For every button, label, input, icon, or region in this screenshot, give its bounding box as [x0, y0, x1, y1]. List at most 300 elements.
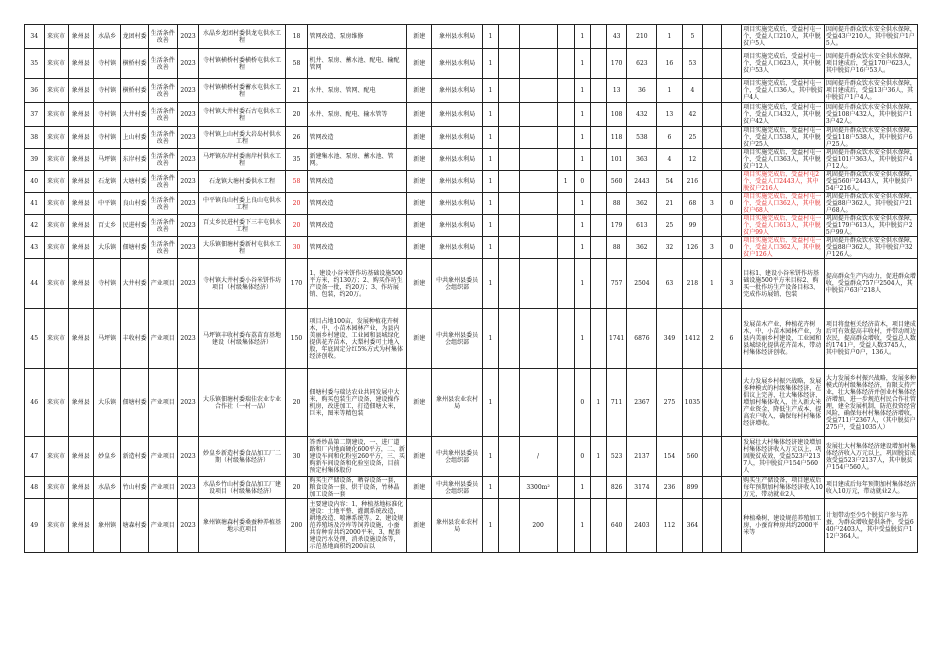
cell-e1: 2	[703, 309, 721, 369]
cell-county: 象州县	[68, 369, 93, 437]
cell-benefit: 项目实施完成后，受益村屯一个，受益人口432人，其中脱贫户42人	[742, 103, 825, 127]
cell-name: 大乐镇佃塘村委瑞佳农业专业合作社（一村一品）	[199, 369, 285, 437]
cell-funds: 30	[285, 437, 308, 477]
cell-category: 生活条件改善	[148, 215, 177, 237]
cell-m1	[498, 49, 519, 79]
cell-cnt: 1	[482, 79, 498, 103]
cell-dept: 象州县水利局	[432, 103, 483, 127]
cell-no: 48	[25, 477, 45, 499]
cell-m3	[557, 127, 574, 149]
cell-cnt: 1	[482, 171, 498, 193]
cell-village: 竹山村委	[121, 477, 149, 499]
cell-m5	[590, 215, 606, 237]
cell-e2: 6	[721, 309, 742, 369]
cell-category: 产业项目	[148, 437, 177, 477]
cell-link: 因间提升群众饮水安全供水保障，受益108户432人，其中脱贫户13户42人。	[825, 104, 916, 125]
cell-content: 管网改造	[308, 127, 407, 149]
cell-m2	[519, 237, 557, 259]
cell-m2	[519, 103, 557, 127]
cell-funds: 58	[285, 171, 308, 193]
cell-town: 水晶乡	[93, 477, 121, 499]
table-row	[25, 259, 918, 309]
cell-m1	[498, 499, 519, 553]
cell-city: 来宾市	[44, 437, 68, 477]
cell-ph: 63	[657, 259, 682, 309]
cell-m5	[590, 499, 606, 553]
cell-e2	[721, 49, 742, 79]
cell-e1	[703, 103, 721, 127]
cell-content: 主要建设内容：1、种植基地标准化建设：土地平整、灌溉系统改造，耕地改造、喷淋系统等。2、建设规范养殖场及冷库等饲养设施，小蚕共育种育共约2000平米，3、配套建设污水处理，消杀设施设备等，示范基地面积约200亩以	[308, 499, 407, 553]
cell-town: 石龙镇	[93, 171, 121, 193]
cell-county: 象州县	[68, 237, 93, 259]
cell-village: 佃塘村委	[121, 237, 149, 259]
cell-m5	[590, 25, 606, 49]
cell-hh: 1741	[606, 309, 627, 369]
cell-year: 2023	[177, 499, 199, 553]
cell-dept: 中共象州县委员会组织部	[432, 477, 483, 499]
cell-content: 项目占地100亩，发展种植花卉树木，中、小苗木园林产业，为县内美丽乡村建设、工业园和县城绿化提供花卉苗木，大梨村委可土地入股，年底固定分红5%方式为村集体经济创收。	[308, 309, 407, 369]
cell-pp: 3174	[627, 477, 657, 499]
cell-link: 因间提升群众饮水安全供水保障，项目建成后，受益13户36人，其中脱贫户1户4人。	[825, 80, 916, 101]
cell-m1	[498, 127, 519, 149]
cell-type: 新建	[407, 79, 432, 103]
cell-m5: 1	[590, 369, 606, 437]
cell-ph: 6	[657, 127, 682, 149]
cell-county: 象州县	[68, 193, 93, 215]
cell-ph: 32	[657, 237, 682, 259]
cell-benefit: 项目实施完成后，受益村屯一个，受益人口623人，其中脱贫户53人	[742, 49, 825, 79]
cell-content: 水井、泵房、管网、配电	[308, 79, 407, 103]
cell-year: 2023	[177, 437, 199, 477]
cell-name: 中平镇良山村委上良山屯供水工程	[199, 193, 285, 215]
cell-m5	[590, 309, 606, 369]
cell-name: 水晶乡竹山村委食品加工厂建设项目（村级集体经济）	[199, 477, 285, 499]
cell-name: 马坪镇东岸村委南岸村供水工程	[199, 149, 285, 171]
cell-year: 2023	[177, 25, 199, 49]
cell-content: 管网改造	[308, 237, 407, 259]
cell-pp: 613	[627, 215, 657, 237]
cell-type: 新建	[407, 499, 432, 553]
cell-ph: 25	[657, 215, 682, 237]
cell-m3	[557, 237, 574, 259]
cell-content: 购买生产储设备，晒谷设备一套，粮食设备一套、烘干设备，竹林晶加工设备一套	[308, 477, 407, 499]
cell-link: 巩固提升群众饮水安全供水保障，受益179户613人，其中脱贫户25户99人。	[825, 215, 916, 236]
cell-village: 民进村委	[121, 215, 149, 237]
cell-e1	[703, 437, 721, 477]
cell-village: 龙团村委	[121, 25, 149, 49]
cell-cnt: 1	[482, 127, 498, 149]
cell-year: 2023	[177, 309, 199, 369]
cell-no: 42	[25, 215, 45, 237]
cell-dept: 象州县水利局	[432, 127, 483, 149]
cell-category: 生活条件改善	[148, 127, 177, 149]
table-row	[25, 149, 918, 171]
cell-ph: 275	[657, 369, 682, 437]
cell-benefit: 项目实施完成后，受益村屯一个，受益人口210人，其中脱贫户5人	[742, 25, 825, 49]
cell-cnt: 1	[482, 149, 498, 171]
cell-e1	[703, 369, 721, 437]
cell-m4: 1	[574, 127, 590, 149]
cell-e1: 3	[703, 193, 721, 215]
cell-cnt: 1	[482, 215, 498, 237]
cell-town: 寺村镇	[93, 103, 121, 127]
cell-city: 来宾市	[44, 149, 68, 171]
cell-m4: 0	[574, 437, 590, 477]
cell-ph: 236	[657, 477, 682, 499]
cell-name: 寺村镇上山村委大岩岛村供水工程	[199, 127, 285, 149]
cell-village: 大塘村委	[121, 171, 149, 193]
cell-county: 象州县	[68, 477, 93, 499]
cell-dept: 中共象州县委员会组织部	[432, 309, 483, 369]
cell-pp2: 4	[682, 79, 703, 103]
cell-m1	[498, 259, 519, 309]
cell-pp: 210	[627, 25, 657, 49]
cell-funds: 18	[285, 25, 308, 49]
cell-m4: 1	[574, 79, 590, 103]
cell-pp2: 42	[682, 103, 703, 127]
cell-name: 百丈乡民进村委下三丰屯供水工程	[199, 215, 285, 237]
cell-category: 产业项目	[148, 477, 177, 499]
cell-funds: 58	[285, 49, 308, 79]
cell-dept: 象州县农业农村局	[432, 369, 483, 437]
cell-type: 新建	[407, 215, 432, 237]
cell-link: 巩固提升群众饮水安全供水保障，受益118户538人，其中脱贫户6户25人。	[825, 127, 916, 148]
cell-ph: 16	[657, 49, 682, 79]
cell-m3	[557, 309, 574, 369]
cell-pp: 6876	[627, 309, 657, 369]
cell-link: 计划带动至少5个脱贫户参与养蚕，为群众增收提供条件，受益640户2403人，其中受益脱贫户112户364人。	[824, 499, 917, 553]
cell-category: 生活条件改善	[148, 237, 177, 259]
cell-m2	[519, 79, 557, 103]
cell-funds: 20	[285, 215, 308, 237]
cell-e1: 1	[703, 259, 721, 309]
cell-dept: 象州县水利局	[432, 49, 483, 79]
cell-type: 新建	[407, 237, 432, 259]
cell-town: 大乐镇	[93, 369, 121, 437]
cell-city: 来宾市	[44, 103, 68, 127]
cell-category: 生活条件改善	[148, 103, 177, 127]
cell-e1: 3	[703, 237, 721, 259]
cell-link: 巩固提升群众饮水安全供水保障，受益101户363人，其中脱贫户4户12人。	[825, 149, 916, 170]
cell-ph: 21	[657, 193, 682, 215]
cell-name: 大乐镇佃塘村委新村屯供水工程	[199, 237, 285, 259]
cell-benefit: 种植桑树，建设规范养殖加工房，小蚕育种房共约2000平米等	[742, 499, 825, 553]
cell-e2	[721, 437, 742, 477]
cell-benefit: 发展苗木产业，种植花卉树木，中、小苗木园林产业，为县内美丽乡村建设，工业园和县城绿化提供花卉苗木，带动村集体经济创收。	[742, 309, 825, 369]
cell-type: 新建	[407, 477, 432, 499]
cell-dept: 中共象州县委员会组织部	[432, 437, 483, 477]
cell-hh: 757	[606, 259, 627, 309]
cell-town: 大乐镇	[93, 237, 121, 259]
cell-year: 2023	[177, 103, 199, 127]
cell-funds: 20	[285, 477, 308, 499]
cell-content: 管网改造	[308, 193, 407, 215]
cell-no: 46	[25, 369, 45, 437]
cell-no: 39	[25, 149, 45, 171]
cell-link: 大力发展乡村振兴战略，发展多种模式的村级集体经济，育限支持产业，壮大集体经济并创业村集体经济增加，进一步规范村民合作社管理，建全发展机制，防范投资经营风险，确保每村村集体经济增收，受益711户2367人，（其中脱贫户275户，受益1035人）	[824, 369, 917, 437]
cell-m5: 1	[590, 437, 606, 477]
cell-type: 新建	[407, 369, 432, 437]
cell-content: 答香炒晶第二期建设，一、进厂道路和厂内地面硬化600平方，二、新建设车间和化粉室260平方，三、买购新车间设备和化验室设备，目前预定村集体股份	[308, 437, 407, 477]
cell-village: 塘森村委	[121, 499, 149, 553]
cell-year: 2023	[177, 215, 199, 237]
cell-link: 因间提升群众饮水安全供水保障，受益43户210人，其中脱贫户1户5人。	[825, 26, 916, 47]
cell-pp2: 25	[682, 127, 703, 149]
cell-county: 象州县	[68, 49, 93, 79]
cell-m5	[590, 127, 606, 149]
cell-no: 40	[25, 171, 45, 193]
cell-county: 象州县	[68, 79, 93, 103]
cell-m3: 1	[557, 171, 574, 193]
cell-county: 象州县	[68, 259, 93, 309]
cell-m5	[590, 149, 606, 171]
cell-benefit: 发展壮大村集体经济建设增加村集体经济收入万元以上，巩固脱贫成效，受益523户2137人，其中脱贫户154户560人	[742, 437, 825, 477]
cell-funds: 150	[285, 309, 308, 369]
cell-city: 来宾市	[44, 171, 68, 193]
table-row	[25, 193, 918, 215]
cell-name: 马坪镇丰收村委布荔苗育基地建设（村级集体经济）	[199, 309, 285, 369]
cell-type: 新建	[407, 103, 432, 127]
cell-cnt: 1	[482, 25, 498, 49]
cell-m1	[498, 237, 519, 259]
cell-m3	[557, 79, 574, 103]
cell-year: 2023	[177, 79, 199, 103]
cell-pp: 362	[627, 237, 657, 259]
cell-e1	[703, 79, 721, 103]
cell-pp2: 899	[682, 477, 703, 499]
cell-m4: 0	[574, 171, 590, 193]
cell-year: 2023	[177, 237, 199, 259]
cell-pp: 2403	[627, 499, 657, 553]
cell-m4: 1	[574, 25, 590, 49]
cell-county: 象州县	[68, 171, 93, 193]
cell-e2	[721, 477, 742, 499]
cell-ph: 13	[657, 103, 682, 127]
cell-hh: 88	[606, 193, 627, 215]
table-row	[25, 499, 918, 553]
cell-category: 生活条件改善	[148, 79, 177, 103]
cell-m2	[519, 171, 557, 193]
cell-funds: 200	[285, 499, 308, 553]
cell-e2	[721, 499, 742, 553]
cell-m4: 1	[574, 103, 590, 127]
table-row	[25, 477, 918, 499]
cell-funds: 170	[285, 259, 308, 309]
cell-name: 寺村镇大井村委石古屯供水工程	[199, 103, 285, 127]
cell-pp2: 218	[682, 259, 703, 309]
cell-link: 项目将盘桓关经济苗木，项目建成后可有效提高丰收村，并带动周边农民，提高群众增收，受益总人数约1741户，受益人数3745人，其中脱贫户0户，136人。	[824, 309, 917, 369]
cell-type: 新建	[407, 437, 432, 477]
cell-category: 生活条件改善	[148, 193, 177, 215]
cell-village: 东岸村委	[121, 149, 149, 171]
cell-cnt: 1	[482, 369, 498, 437]
cell-village: 佃塘村委	[121, 369, 149, 437]
cell-m4: 1	[574, 237, 590, 259]
cell-e2	[721, 149, 742, 171]
cell-dept: 象州县水利局	[432, 237, 483, 259]
cell-m5	[590, 171, 606, 193]
cell-pp2: 68	[682, 193, 703, 215]
cell-dept: 象州县水利局	[432, 79, 483, 103]
cell-hh: 13	[606, 79, 627, 103]
cell-name: 象州镇塘森村委桑蚕种养植基地示范项目	[199, 499, 285, 553]
table-row	[25, 103, 918, 127]
cell-town: 象州镇	[93, 499, 121, 553]
cell-type: 新建	[407, 127, 432, 149]
cell-benefit: 项目实施完成后，受益村屯一个，受益人口362人，其中脱贫户68人	[742, 193, 825, 215]
cell-benefit: 项目实施完成后，受益村屯一个，受益人口538人，其中脱贫户25人	[742, 127, 825, 149]
cell-town: 寺村镇	[93, 79, 121, 103]
cell-e2	[721, 127, 742, 149]
cell-cnt: 1	[482, 103, 498, 127]
cell-m3	[557, 477, 574, 499]
cell-town: 寺村镇	[93, 49, 121, 79]
cell-county: 象州县	[68, 437, 93, 477]
cell-m2	[519, 193, 557, 215]
cell-e1	[703, 215, 721, 237]
cell-dept: 象州县水利局	[432, 25, 483, 49]
cell-ph: 1	[657, 25, 682, 49]
cell-hh: 101	[606, 149, 627, 171]
cell-benefit: 购买生产储设备，项目建成后每年预期加村集体经济收入10万元，带动就业2人	[743, 477, 823, 498]
cell-m2	[519, 259, 557, 309]
cell-ph: 154	[657, 437, 682, 477]
cell-pp2: 12	[682, 149, 703, 171]
cell-pp2: 5	[682, 25, 703, 49]
cell-name: 妙皇乡新造村委食品加工厂二期（村级集体经济）	[199, 437, 285, 477]
cell-benefit: 大力发展乡村振兴战略，发展多种模式的村级集体经济，在倡议上完善，壮大集体经济，增加村集体收入，注入新大米产业资金，降低生产成本，提高农户收入，确保每村村集体经济增收。	[742, 369, 825, 437]
cell-dept: 象州县农业农村局	[432, 499, 483, 553]
cell-funds: 35	[285, 149, 308, 171]
cell-town: 妙皇乡	[93, 437, 121, 477]
cell-m4: 1	[574, 309, 590, 369]
cell-no: 37	[25, 103, 45, 127]
cell-pp: 362	[627, 193, 657, 215]
cell-link: 巩固提升群众饮水安全供水保障，受益88户362人，其中脱贫户32户126人。	[825, 237, 916, 258]
cell-benefit: 目标1、建设小谷米饼作坊基础设施500平方米目标2、购买一批作坊生产设备目标3、完成作坊展销、包装	[742, 259, 825, 309]
cell-link: 发展壮大村集体经济建设增加村集体经济收入万元以上，巩固脱贫成效受益523户2137人，其中脱贫户154户560人。	[824, 437, 917, 477]
cell-e1	[703, 149, 721, 171]
cell-e1	[703, 25, 721, 49]
cell-no: 41	[25, 193, 45, 215]
cell-type: 新建	[407, 171, 432, 193]
table-row	[25, 79, 918, 103]
cell-city: 来宾市	[44, 215, 68, 237]
cell-cnt: 1	[482, 259, 498, 309]
cell-city: 来宾市	[44, 259, 68, 309]
table-body	[25, 25, 918, 553]
cell-m5	[590, 49, 606, 79]
cell-name: 寺村镇横桥村委蓄水屯供水工程	[199, 79, 285, 103]
cell-m1	[498, 193, 519, 215]
cell-town: 寺村镇	[93, 259, 121, 309]
cell-content: 1、建设小谷米饼作坊基础设施500平方米，约130万；2、购买作坊生产设备一批，约20万；3、作坊展销、包装，约20万。	[308, 259, 407, 309]
cell-m3	[557, 149, 574, 171]
cell-funds: 30	[285, 237, 308, 259]
cell-type: 新建	[407, 49, 432, 79]
cell-m1	[498, 25, 519, 49]
cell-category: 产业项目	[148, 499, 177, 553]
cell-pp: 432	[627, 103, 657, 127]
cell-m5	[590, 237, 606, 259]
cell-name: 石龙镇大塘村委供水工程	[199, 171, 285, 193]
cell-year: 2023	[177, 149, 199, 171]
cell-type: 新建	[407, 25, 432, 49]
cell-year: 2023	[177, 127, 199, 149]
cell-county: 象州县	[68, 309, 93, 369]
cell-pp: 2367	[627, 369, 657, 437]
cell-funds: 20	[285, 103, 308, 127]
cell-county: 象州县	[68, 25, 93, 49]
cell-funds: 26	[285, 127, 308, 149]
cell-county: 象州县	[68, 103, 93, 127]
cell-cnt: 1	[482, 237, 498, 259]
cell-pp2: 1035	[682, 369, 703, 437]
cell-m1	[498, 149, 519, 171]
cell-hh: 640	[606, 499, 627, 553]
cell-name: 水晶乡龙团村委供龙屯供水工程	[199, 25, 285, 49]
table-row	[25, 49, 918, 79]
cell-year: 2023	[177, 259, 199, 309]
cell-content: 机井、泵房、蓄水池、配电、输配管网	[308, 49, 407, 79]
cell-m2	[519, 25, 557, 49]
cell-no: 49	[25, 499, 45, 553]
cell-hh: 108	[606, 103, 627, 127]
cell-m4: 1	[574, 477, 590, 499]
cell-m5	[590, 477, 606, 499]
cell-m5	[590, 79, 606, 103]
cell-m2	[519, 149, 557, 171]
cell-pp2: 99	[682, 215, 703, 237]
cell-dept: 象州县水利局	[432, 171, 483, 193]
table-row	[25, 215, 918, 237]
cell-pp: 538	[627, 127, 657, 149]
cell-hh: 88	[606, 237, 627, 259]
cell-ph: 349	[657, 309, 682, 369]
cell-cnt: 1	[482, 477, 498, 499]
cell-m2	[519, 49, 557, 79]
cell-funds: 20	[285, 369, 308, 437]
cell-benefit: 项目实施完成后，受益村屯一个，受益人口613人，其中脱贫户99人	[742, 215, 825, 237]
cell-content: 管网改造	[308, 215, 407, 237]
cell-e1	[703, 499, 721, 553]
cell-m1	[498, 437, 519, 477]
cell-link: 提高群众生产内动力，促进群众增收，受益群众757户2504人，其中脱贫户63户218人	[824, 259, 917, 309]
cell-category: 生活条件改善	[148, 49, 177, 79]
cell-village: 横桥村委	[121, 79, 149, 103]
cell-village: 丰收村委	[121, 309, 149, 369]
cell-e2: 3	[721, 259, 742, 309]
cell-cnt: 1	[482, 193, 498, 215]
cell-pp: 623	[627, 49, 657, 79]
cell-no: 36	[25, 79, 45, 103]
cell-m1	[498, 309, 519, 369]
cell-no: 43	[25, 237, 45, 259]
cell-hh: 179	[606, 215, 627, 237]
cell-m3	[557, 215, 574, 237]
cell-pp2: 1412	[682, 309, 703, 369]
cell-name: 寺村镇横桥村委横桥屯供水工程	[199, 49, 285, 79]
cell-pp2: 216	[682, 171, 703, 193]
cell-e2	[721, 215, 742, 237]
cell-city: 来宾市	[44, 25, 68, 49]
cell-city: 来宾市	[44, 127, 68, 149]
cell-village: 良山村委	[121, 193, 149, 215]
cell-county: 象州县	[68, 499, 93, 553]
cell-type: 新建	[407, 193, 432, 215]
cell-city: 来宾市	[44, 237, 68, 259]
cell-category: 产业项目	[148, 369, 177, 437]
